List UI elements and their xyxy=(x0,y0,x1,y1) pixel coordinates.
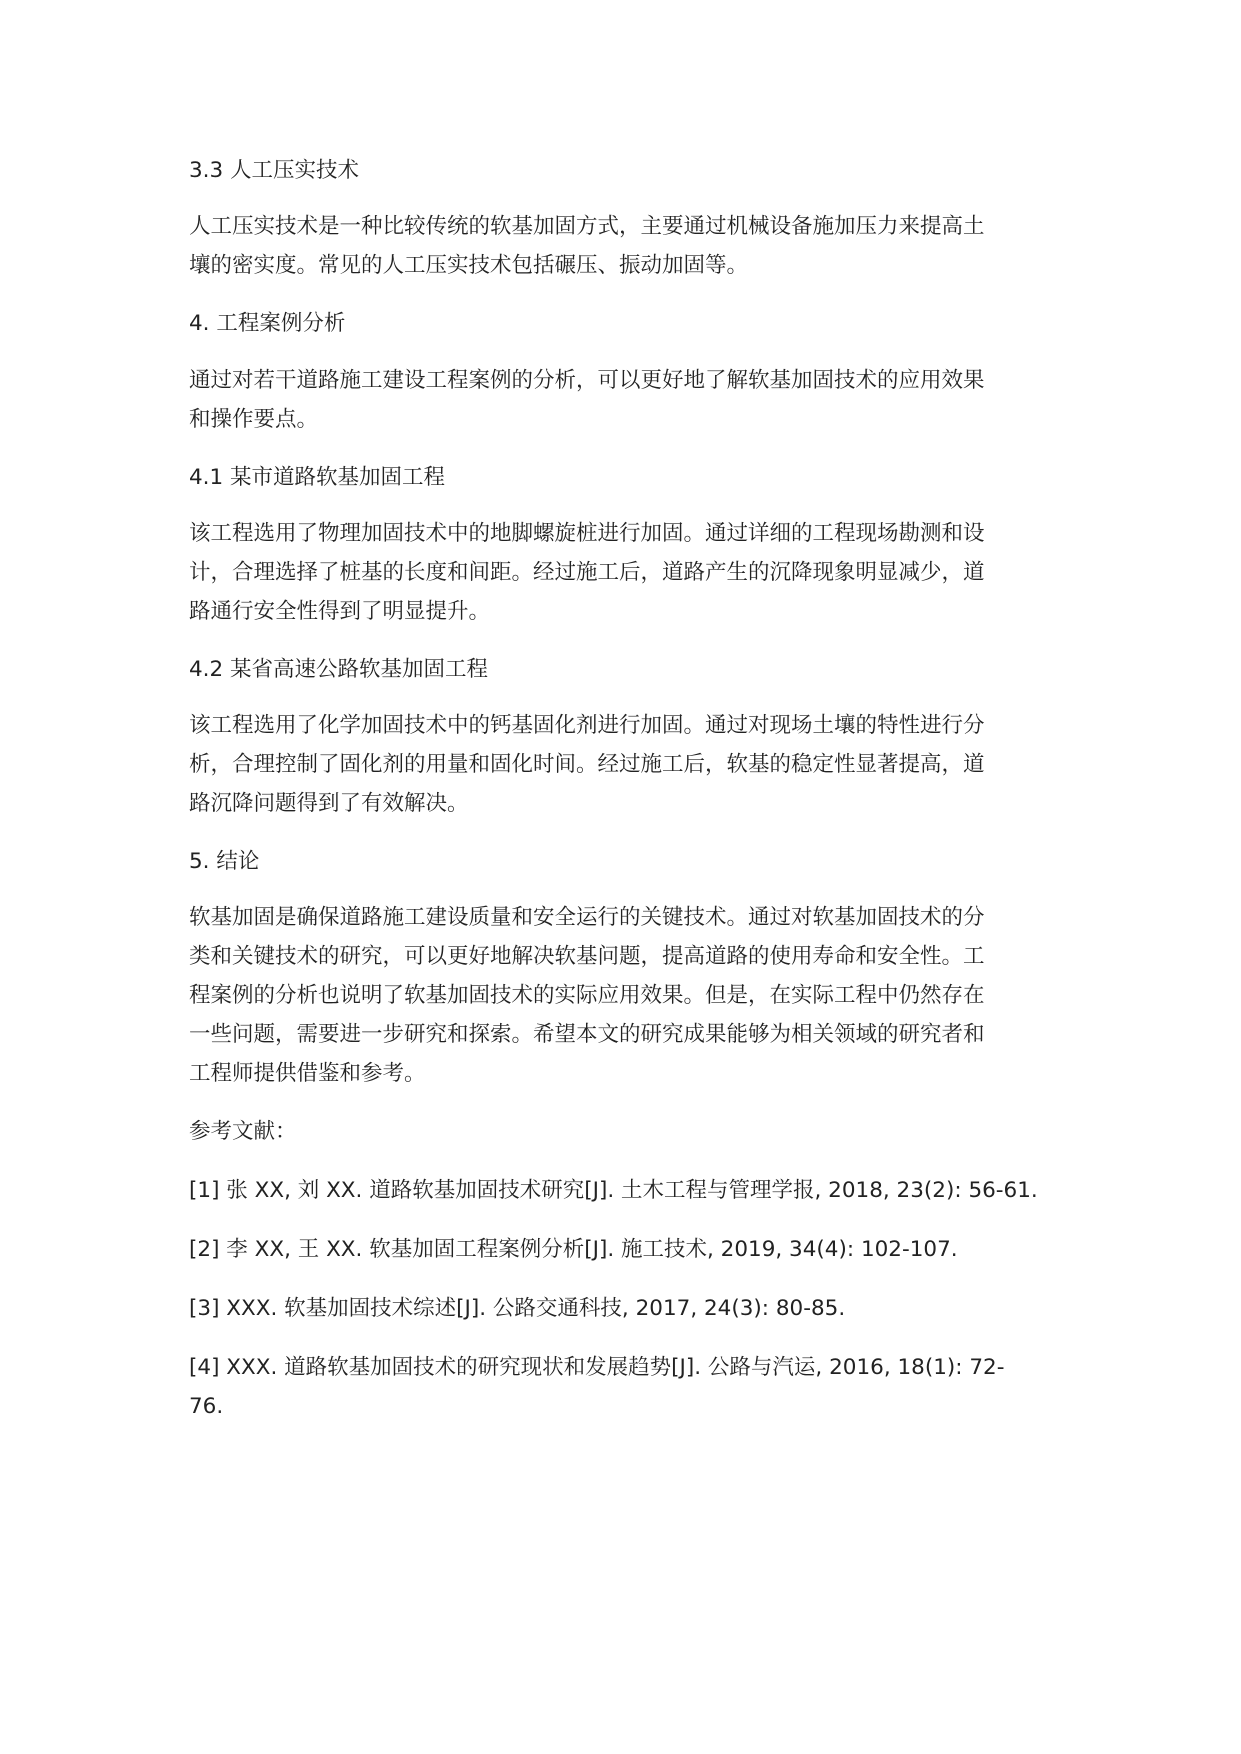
paragraph-line: 通过对若干道路施工建设工程案例的分析，可以更好地了解软基加固技术的应用效果 xyxy=(189,368,985,393)
section-heading-5: 5. 结论 xyxy=(189,849,260,874)
paragraph-line: 计，合理选择了桩基的长度和间距。经过施工后，道路产生的沉降现象明显减少，道 xyxy=(189,560,985,585)
references-heading: 参考文献： xyxy=(189,1119,297,1144)
paragraph-line: 路沉降问题得到了有效解决。 xyxy=(189,791,469,816)
section-heading-4-1: 4.1 某市道路软基加固工程 xyxy=(189,465,446,490)
reference-item: [4] XXX. 道路软基加固技术的研究现状和发展趋势[J]. 公路与汽运, 2016, 18(1): 72- xyxy=(189,1355,1005,1380)
paragraph-line: 人工压实技术是一种比较传统的软基加固方式，主要通过机械设备施加压力来提高土 xyxy=(189,214,985,239)
section-heading-4-2: 4.2 某省高速公路软基加固工程 xyxy=(189,657,489,682)
paragraph-line: 析，合理控制了固化剂的用量和固化时间。经过施工后，软基的稳定性显著提高，道 xyxy=(189,752,985,777)
paragraph-line: 程案例的分析也说明了软基加固技术的实际应用效果。但是，在实际工程中仍然存在 xyxy=(189,983,985,1008)
paragraph-line: 类和关键技术的研究，可以更好地解决软基问题，提高道路的使用寿命和安全性。工 xyxy=(189,944,985,969)
reference-item-continuation: 76. xyxy=(189,1394,224,1419)
paragraph-line: 软基加固是确保道路施工建设质量和安全运行的关键技术。通过对软基加固技术的分 xyxy=(189,905,985,930)
reference-item: [2] 李 XX, 王 XX. 软基加固工程案例分析[J]. 施工技术, 2019, 34(4): 102-107. xyxy=(189,1237,958,1262)
paragraph-line: 和操作要点。 xyxy=(189,407,319,432)
paragraph-line: 该工程选用了化学加固技术中的钙基固化剂进行加固。通过对现场土壤的特性进行分 xyxy=(189,713,985,738)
section-heading-3-3: 3.3 人工压实技术 xyxy=(189,158,360,183)
paragraph-line: 一些问题，需要进一步研究和探索。希望本文的研究成果能够为相关领域的研究者和 xyxy=(189,1022,985,1047)
paragraph-line: 工程师提供借鉴和参考。 xyxy=(189,1061,426,1086)
section-heading-4: 4. 工程案例分析 xyxy=(189,311,346,336)
paragraph-line: 该工程选用了物理加固技术中的地脚螺旋桩进行加固。通过详细的工程现场勘测和设 xyxy=(189,521,985,546)
reference-item: [3] XXX. 软基加固技术综述[J]. 公路交通科技, 2017, 24(3): 80-85. xyxy=(189,1296,846,1321)
paragraph-line: 壤的密实度。常见的人工压实技术包括碾压、振动加固等。 xyxy=(189,253,749,278)
reference-item: [1] 张 XX, 刘 XX. 道路软基加固技术研究[J]. 土木工程与管理学报, 2018, 23(2): 56-61. xyxy=(189,1178,1038,1203)
paragraph-line: 路通行安全性得到了明显提升。 xyxy=(189,599,491,624)
